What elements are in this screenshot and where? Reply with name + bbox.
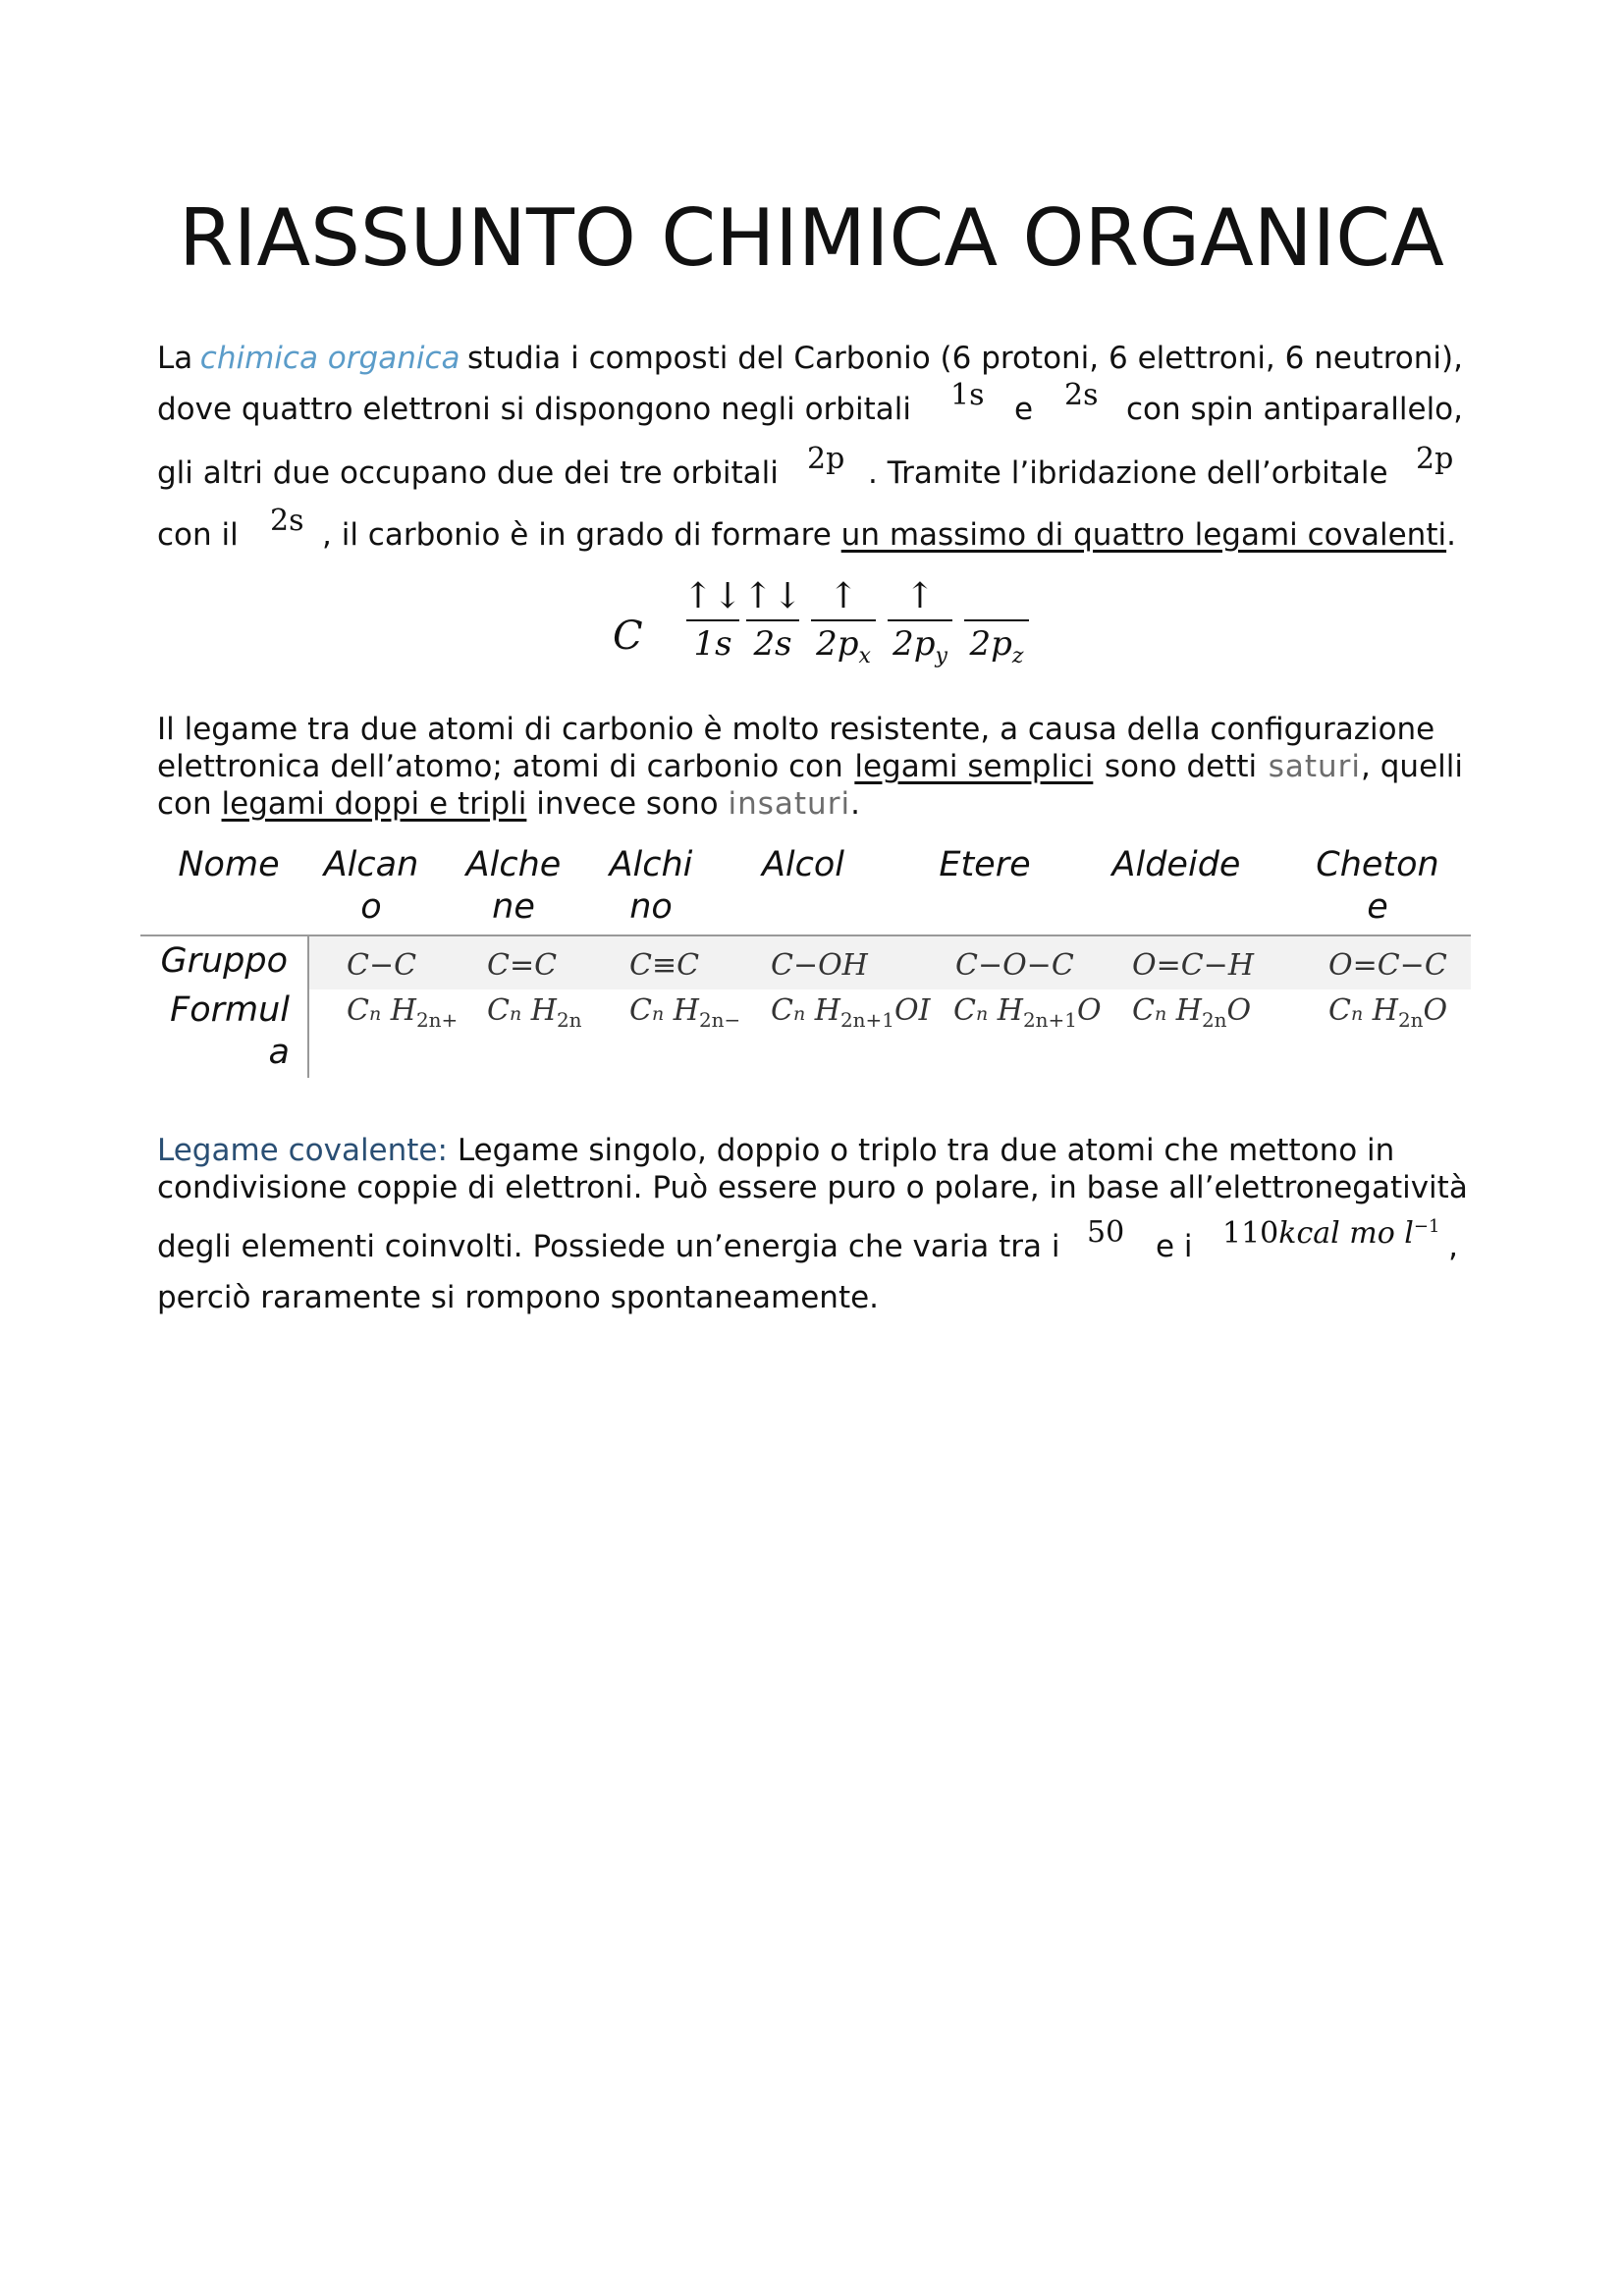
- term-legami-doppi-tripli: legami doppi e tripli: [221, 786, 527, 822]
- para3-text: degli elementi coinvolti. Possiede un’energia che varia tra i: [157, 1229, 1060, 1264]
- term-insaturi: insaturi: [728, 786, 851, 822]
- group-cell: C−O−C: [955, 948, 1074, 983]
- formula-c: C: [1328, 993, 1351, 1028]
- formula-sub: 2n+1: [1022, 1008, 1078, 1032]
- intro-line-4: [157, 504, 1463, 553]
- math-110: 110: [1222, 1216, 1279, 1251]
- formula-n: n: [368, 1003, 382, 1025]
- formula-c: C: [771, 993, 793, 1028]
- orbital-label-main: 1s: [693, 624, 732, 664]
- orbital-box-2px: [807, 574, 880, 679]
- header-line: Cheton: [1316, 845, 1439, 884]
- math-exp: −1: [1413, 1216, 1440, 1237]
- para2-text: elettronica dell’atomo; atomi di carbonio con: [157, 749, 843, 784]
- formula-c: C: [347, 993, 369, 1028]
- orbital-label-main: 2p: [816, 624, 859, 664]
- header-line: o: [360, 887, 382, 927]
- formula-h: H: [390, 993, 416, 1028]
- formula-sub: 2n: [1397, 1008, 1424, 1032]
- formula-sub: 2n−: [698, 1008, 741, 1032]
- group-cell: C−C: [347, 948, 417, 983]
- para3-text: perciò raramente si rompono spontaneamente.: [157, 1280, 880, 1315]
- orbital-label: [742, 621, 803, 667]
- saturation-paragraph: [157, 712, 1473, 823]
- table-header-divider: [140, 934, 1471, 936]
- orbital-box-1s: [682, 574, 743, 667]
- row-head-gruppo: Gruppo: [160, 941, 288, 981]
- formula-h: H: [673, 993, 699, 1028]
- header-aldeide: [1098, 844, 1255, 886]
- group-cell: O=C−C: [1328, 948, 1447, 983]
- intro-text: . Tramite l’ibridazione dell’orbitale: [868, 455, 1388, 491]
- orbital-label: [960, 621, 1033, 679]
- formula-cell: [1132, 993, 1251, 1032]
- header-line: e: [1367, 887, 1388, 927]
- group-cell: C≡C: [629, 948, 700, 983]
- intro-text: con spin antiparallelo,: [1125, 392, 1463, 427]
- formula-sub: 2n+: [415, 1008, 459, 1032]
- intro-text: gli altri due occupano due dei tre orbitali: [157, 455, 779, 491]
- orbital-label-main: 2p: [969, 624, 1012, 664]
- para2-line-2: [157, 749, 1463, 784]
- orbital-box-2pz: [960, 574, 1033, 679]
- term-legami-semplici: legami semplici: [854, 749, 1094, 784]
- math-2p: 2p: [1416, 442, 1454, 476]
- formula-sub: 2n: [1201, 1008, 1227, 1032]
- header-chetone: [1304, 844, 1451, 929]
- intro-text: e: [1014, 392, 1034, 427]
- formula-n: n: [975, 1003, 989, 1025]
- para2-text: invece sono: [536, 786, 719, 822]
- formula-h: H: [1372, 993, 1398, 1028]
- table-column-divider: [307, 934, 309, 1078]
- para2-text: sono detti: [1104, 749, 1258, 784]
- row-head-line: a: [268, 1033, 290, 1072]
- header-line: Alcan: [323, 845, 419, 884]
- intro-line-1: [157, 341, 1463, 376]
- intro-line-2: [157, 378, 1463, 427]
- formula-n: n: [1154, 1003, 1167, 1025]
- header-line: Aldeide: [1111, 845, 1241, 884]
- header-alcol: [730, 844, 877, 886]
- para3-text: e i: [1156, 1229, 1193, 1264]
- intro-text: dove quattro elettroni si dispongono negli orbitali: [157, 392, 911, 427]
- para2-text: .: [850, 786, 860, 822]
- header-nome: Nome: [178, 845, 280, 884]
- para3-line-3: [157, 1215, 1463, 1264]
- para2-text: con: [157, 786, 212, 822]
- para2-text: , quelli: [1361, 749, 1463, 784]
- group-cell: C=C: [487, 948, 558, 983]
- formula-tail: O: [1226, 993, 1252, 1028]
- spin-arrows: ↑↓: [682, 576, 743, 616]
- carbon-symbol: C: [613, 614, 643, 659]
- intro-paragraph: [157, 341, 1473, 560]
- orbital-label-sub: z: [1011, 643, 1024, 668]
- para3-text: ,: [1448, 1229, 1458, 1264]
- formula-c: C: [953, 993, 976, 1028]
- header-alchino: [602, 844, 700, 929]
- orbital-box-2py: [884, 574, 956, 679]
- header-line: no: [629, 887, 673, 927]
- math-2s: 2s: [1064, 378, 1099, 412]
- covalent-bond-paragraph: [157, 1133, 1473, 1322]
- functional-groups-table: [140, 844, 1471, 1080]
- para3-text: condivisione coppie di elettroni. Può essere puro o polare, in base all’elettronegatività: [157, 1170, 1468, 1205]
- spin-arrows: [960, 574, 1033, 619]
- intro-text: La: [157, 341, 193, 376]
- header-line: Alche: [465, 845, 562, 884]
- formula-h: H: [1175, 993, 1202, 1028]
- orbital-label: [682, 621, 743, 667]
- header-etere: [926, 844, 1044, 886]
- orbital-label-main: 2s: [753, 624, 792, 664]
- formula-n: n: [1350, 1003, 1364, 1025]
- formula-cell: [953, 993, 1102, 1032]
- math-unit: kcal mo l: [1278, 1216, 1414, 1251]
- formula-tail: O: [1423, 993, 1448, 1028]
- para2-line-1: [157, 712, 1463, 747]
- intro-text: .: [1446, 517, 1456, 553]
- intro-text: , il carbonio è in grado di formare: [322, 517, 832, 553]
- formula-sub: 2n: [556, 1008, 582, 1032]
- header-alcano: [312, 844, 430, 929]
- row-head-formula: [140, 989, 290, 1074]
- formula-c: C: [1132, 993, 1155, 1028]
- underlined-text: un massimo di quattro legami covalenti: [840, 517, 1447, 553]
- group-cell: C−OH: [771, 948, 868, 983]
- formula-c: C: [487, 993, 510, 1028]
- spin-arrows: ↑↓: [742, 576, 803, 616]
- formula-h: H: [530, 993, 557, 1028]
- intro-text: [322, 517, 1456, 553]
- formula-c: C: [629, 993, 652, 1028]
- table-row-shade: [309, 936, 1471, 989]
- spin-arrows: ↑: [904, 576, 936, 616]
- formula-n: n: [651, 1003, 665, 1025]
- header-line: Etere: [939, 845, 1031, 884]
- term-saturi: saturi: [1268, 749, 1362, 784]
- formula-cell: [487, 993, 582, 1032]
- formula-cell: [629, 993, 740, 1032]
- intro-text: studia i composti del Carbonio (6 protoni, 6 elettroni, 6 neutroni),: [467, 341, 1463, 376]
- spin-arrows: ↑: [828, 576, 859, 616]
- para3-line-1: [157, 1133, 1395, 1168]
- term-legame-covalente: Legame covalente:: [157, 1133, 448, 1168]
- header-line: ne: [492, 887, 535, 927]
- term-chimica-organica: chimica organica: [199, 341, 460, 376]
- intro-line-3: [157, 442, 1463, 491]
- math-2s: 2s: [270, 504, 304, 538]
- math-1s: 1s: [950, 378, 985, 412]
- formula-sub: 2n+1: [839, 1008, 895, 1032]
- header-line: Alchi: [609, 845, 693, 884]
- para3-line-4: [157, 1280, 880, 1315]
- formula-tail: OI: [894, 993, 931, 1028]
- formula-tail: O: [1077, 993, 1102, 1028]
- formula-n: n: [792, 1003, 806, 1025]
- orbital-label-sub: y: [935, 643, 947, 668]
- formula-h: H: [814, 993, 840, 1028]
- row-head-line: Formul: [170, 990, 290, 1030]
- orbital-label-sub: x: [858, 643, 871, 668]
- formula-cell: [771, 993, 930, 1032]
- math-2p: 2p: [807, 442, 845, 476]
- para3-line-2: [157, 1170, 1468, 1205]
- formula-h: H: [997, 993, 1023, 1028]
- formula-n: n: [509, 1003, 522, 1025]
- page-title: RIASSUNTO CHIMICA ORGANICA: [179, 192, 1444, 284]
- para3-text: Legame singolo, doppio o triplo tra due atomi che mettono in: [457, 1133, 1395, 1168]
- group-cell: O=C−H: [1132, 948, 1254, 983]
- orbital-label: [807, 621, 880, 679]
- math-energy: [1222, 1218, 1439, 1249]
- formula-cell: [1328, 993, 1447, 1032]
- para2-line-3: [157, 786, 860, 822]
- header-alchene: [455, 844, 572, 929]
- para2-text: Il legame tra due atomi di carbonio è molto resistente, a causa della configurazione: [157, 712, 1435, 747]
- orbital-box-2s: [742, 574, 803, 667]
- orbital-label: [884, 621, 956, 679]
- formula-cell: [347, 993, 458, 1032]
- header-line: Alcol: [761, 845, 845, 884]
- math-50: 50: [1087, 1215, 1125, 1250]
- orbital-diagram: [589, 574, 1080, 692]
- orbital-label-main: 2p: [893, 624, 936, 664]
- intro-text: con il: [157, 517, 239, 553]
